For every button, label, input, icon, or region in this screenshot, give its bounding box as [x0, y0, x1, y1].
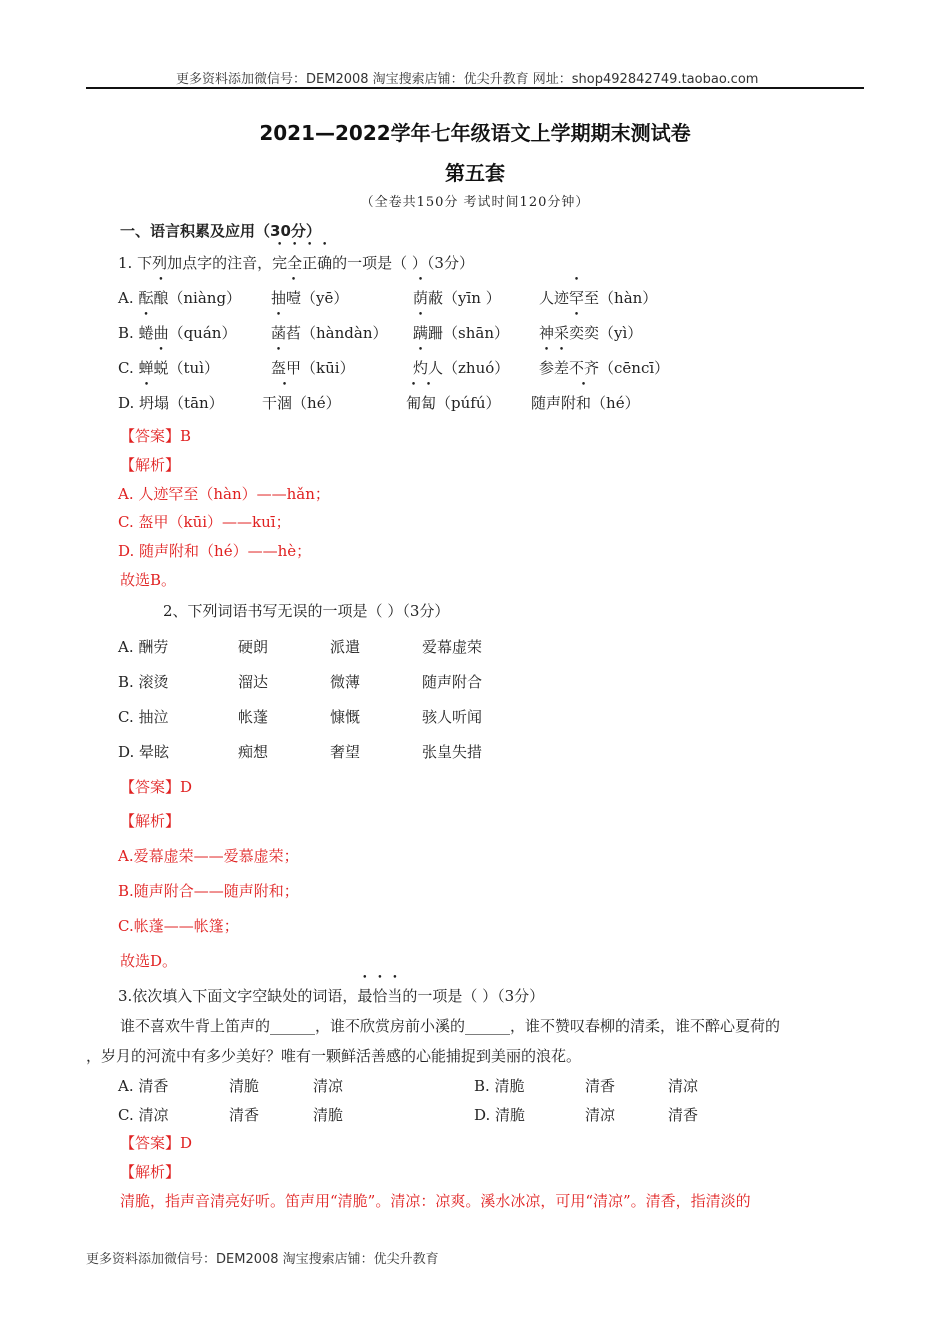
q2-option-a-word3: 派遣 [330, 638, 361, 656]
q2-option-d-word3: 奢望 [330, 743, 361, 761]
q2-answer: 【答案】D [120, 778, 193, 796]
q3-option-c-word3: 清脆 [313, 1106, 344, 1124]
q1-option-c-word4: 参差不齐（cēncī） [539, 359, 670, 377]
page-header: 更多资料添加微信号：DEM2008 淘宝搜索店铺：优尖升教育 网址：shop492842749.taobao.com [176, 72, 759, 87]
q3-option-a-word3: 清凉 [313, 1077, 344, 1095]
question-3-stem: 3.依次填入下面文字空缺处的词语，最恰当的一项是（ ）（3分） [118, 987, 545, 1005]
q1-option-b: B. 蜷曲（quán） [118, 324, 237, 342]
q2-option-c-word2: 帐蓬 [238, 708, 269, 726]
q2-option-c-word3: 慷慨 [330, 708, 361, 726]
q1-option-d-word3: 匍匐（púfú） [406, 394, 501, 412]
q1-option-a-word4: 人迹罕至（hàn） [539, 289, 658, 307]
q3-analysis-label: 【解析】 [120, 1163, 181, 1181]
q3-option-d-word3: 清香 [668, 1106, 699, 1124]
exam-info: （全卷共150分 考试时间120分钟） [360, 195, 590, 210]
q2-analysis-line: C.帐蓬——帐篷； [118, 917, 239, 935]
q1-conclusion: 故选B。 [120, 571, 177, 589]
q2-option-b: B. 滚烫 [118, 673, 169, 691]
q2-option-c-word4: 骇人听闻 [422, 708, 483, 726]
section-heading: 一、语言积累及应用（30分） [120, 222, 321, 240]
q2-option-b-word2: 溜达 [238, 673, 269, 691]
q3-option-d: D. 清脆 [474, 1106, 526, 1124]
q3-analysis-text: 清脆，指声音清亮好听。笛声用“清脆”。清凉：凉爽。溪水冰凉，可用“清凉”。清香，指清淡的 [120, 1192, 751, 1210]
question-2-stem: 2、下列词语书写无误的一项是（ ）（3分） [163, 602, 450, 620]
q1-option-a-word2: 抽噎（yē） [271, 289, 349, 307]
q1-analysis-line: C. 盔甲（kūi）——kuī； [118, 513, 291, 531]
q3-option-c: C. 清凉 [118, 1106, 169, 1124]
q2-analysis-line: A.爱幕虚荣——爱慕虚荣； [118, 847, 299, 865]
q1-option-c-word2: 盔甲（kūi） [271, 359, 355, 377]
page-footer: 更多资料添加微信号：DEM2008 淘宝搜索店铺：优尖升教育 [86, 1252, 439, 1267]
q3-option-c-word2: 清香 [229, 1106, 260, 1124]
q3-option-b: B. 清脆 [474, 1077, 525, 1095]
q1-option-c-word3: 灼人（zhuó） [413, 359, 510, 377]
q1-option-b-word2: 菡萏（hàndàn） [271, 324, 388, 342]
q1-option-c: C. 蝉蜕（tuì） [118, 359, 219, 377]
q3-option-b-word2: 清香 [585, 1077, 616, 1095]
q1-option-a-word3: 荫蔽（yīn ） [413, 289, 501, 307]
q2-conclusion: 故选D。 [120, 952, 178, 970]
q2-option-c: C. 抽泣 [118, 708, 169, 726]
q2-option-a-word4: 爱幕虚荣 [422, 638, 483, 656]
q2-option-d-word2: 痴想 [238, 743, 269, 761]
q1-option-d: D. 坍塌（tān） [118, 394, 224, 412]
q2-option-d: D. 晕眩 [118, 743, 170, 761]
q3-option-b-word3: 清凉 [668, 1077, 699, 1095]
q3-answer: 【答案】D [120, 1134, 193, 1152]
q1-option-b-word4: 神采奕奕（yì） [539, 324, 643, 342]
q2-analysis-label: 【解析】 [120, 812, 181, 830]
q2-option-d-word4: 张皇失措 [422, 743, 483, 761]
q1-analysis-line: A. 人迹罕至（hàn）——hǎn； [118, 485, 330, 503]
q3-passage-line: 谁不喜欢牛背上笛声的______，谁不欣赏房前小溪的______，谁不赞叹春柳的清柔，谁不醉心夏荷的 [120, 1017, 781, 1035]
q3-option-a: A. 清香 [118, 1077, 169, 1095]
q2-option-a-word2: 硬朗 [238, 638, 269, 656]
q2-analysis-line: B.随声附合——随声附和； [118, 882, 299, 900]
q2-option-a: A. 酬劳 [118, 638, 169, 656]
q2-option-b-word4: 随声附合 [422, 673, 483, 691]
q2-option-b-word3: 微薄 [330, 673, 361, 691]
q1-option-b-word3: 蹒跚（shān） [413, 324, 509, 342]
q1-option-a: A. 酝酿（niàng） [118, 289, 242, 307]
q1-option-d-word2: 干涸（hé） [262, 394, 341, 412]
exam-title: 2021—2022学年七年级语文上学期期末测试卷 [259, 121, 691, 145]
question-1-stem: 1. 下列加点字的注音，完全正确的一项是（ ）（3分） [118, 254, 474, 272]
q1-analysis-label: 【解析】 [120, 456, 181, 474]
q1-analysis-line: D. 随声附和（hé）——hè； [118, 542, 312, 560]
q3-option-a-word2: 清脆 [229, 1077, 260, 1095]
q1-answer: 【答案】B [120, 427, 192, 445]
exam-subtitle: 第五套 [445, 161, 505, 185]
q3-option-d-word2: 清凉 [585, 1106, 616, 1124]
q1-option-d-word4: 随声附和（hé） [531, 394, 640, 412]
header-divider [86, 87, 864, 89]
q3-passage-line: ，岁月的河流中有多少美好？唯有一颗鲜活善感的心能捕捉到美丽的浪花。 [86, 1047, 582, 1065]
